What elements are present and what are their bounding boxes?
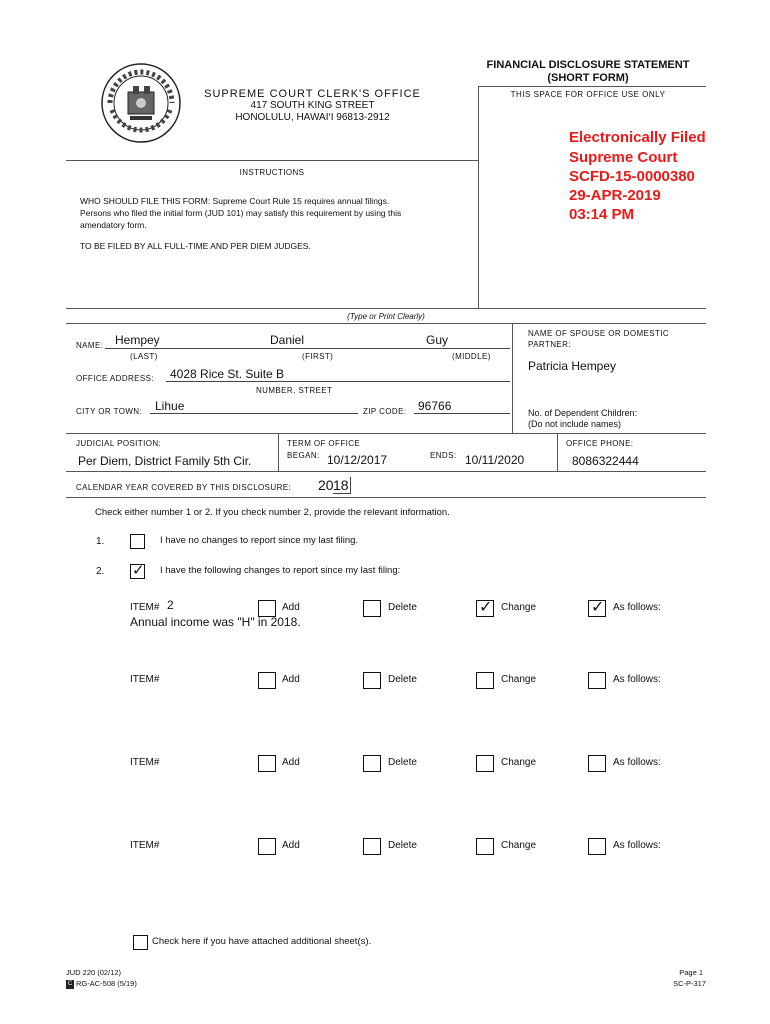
item-delete-label: Delete [388,757,417,768]
option-2-text: I have the following changes to report since my last filing: [160,565,401,576]
option-2-checkbox[interactable] [130,561,145,579]
item-delete-label: Delete [388,674,417,685]
judicial-value[interactable]: Per Diem, District Family 5th Cir. [78,454,252,468]
spouse-label-1: NAME OF SPOUSE OR DOMESTIC [528,329,670,338]
stamp-line-3: SCFD-15-0000380 [569,168,695,185]
ends-label: ENDS: [430,451,457,460]
item-add-checkbox[interactable] [258,672,276,689]
item-delete-checkbox[interactable] [363,600,381,617]
item-delete-checkbox[interactable] [363,838,381,855]
instructions-para-1: WHO SHOULD FILE THIS FORM: Supreme Court Rule 15 requires annual filings. [80,196,390,206]
item-delete-checkbox[interactable] [363,672,381,689]
item-delete-label: Delete [388,840,417,851]
item-as-follows-label: As follows: [613,602,661,613]
item-change-checkbox[interactable] [476,672,494,689]
check-mark-icon: ✓ [591,597,605,616]
instructions-para-3: amendatory form. [80,220,147,230]
stamp-line-4: 29-APR-2019 [569,187,661,204]
attached-sheets-text: Check here if you have attached additional sheet(s). [152,936,372,947]
calendar-year-prefix: 20 [318,477,334,493]
phone-label: OFFICE PHONE: [566,439,634,448]
first-label: (FIRST) [302,352,334,361]
name-label: NAME: [76,341,104,350]
stamp-line-2: Supreme Court [569,149,678,166]
item-number[interactable]: 2 [167,598,174,612]
item-change-checkbox[interactable] [476,838,494,855]
item-label: ITEM# [130,757,160,768]
item-change-checkbox[interactable] [476,597,494,617]
item-as-follows-label: As follows: [613,674,661,685]
form-title: FINANCIAL DISCLOSURE STATEMENT [486,59,690,71]
began-value[interactable]: 10/12/2017 [327,453,388,467]
children-label-1: No. of Dependent Children: [528,408,638,418]
type-print-note: (Type or Print Clearly) [347,312,425,321]
item-delete-label: Delete [388,602,417,613]
rg-code [66,979,137,989]
item-change-label: Change [501,602,537,613]
zip-value[interactable]: 96766 [418,399,452,413]
judicial-label: JUDICIAL POSITION: [76,439,162,448]
stamp-line-1: Electronically Filed [569,129,706,146]
item-change-label: Change [501,674,537,685]
item-add-label: Add [282,602,300,613]
calendar-year-value[interactable]: 18 [333,477,351,494]
option-1-checkbox[interactable] [130,534,145,549]
item-add-checkbox[interactable] [258,755,276,772]
check-instruction: Check either number 1 or 2. If you check number 2, provide the relevant information. [95,507,450,518]
item-as-follows-checkbox[interactable] [588,672,606,689]
office-street: 417 SOUTH KING STREET [250,100,375,111]
check-mark-icon: ✓ [132,561,145,579]
option-1-number: 1. [96,536,105,547]
zip-label: ZIP CODE: [363,407,407,416]
calendar-year-label: CALENDAR YEAR COVERED BY THIS DISCLOSURE: [76,483,292,492]
phone-value[interactable]: 8086322444 [572,454,639,468]
item-label: ITEM# [130,674,160,685]
item-as-follows-checkbox[interactable] [588,838,606,855]
attached-sheets-checkbox[interactable] [133,935,148,950]
began-label: BEGAN: [287,451,320,460]
instructions-heading: INSTRUCTIONS [239,168,305,177]
office-use-label: THIS SPACE FOR OFFICE USE ONLY [510,90,666,99]
ends-value[interactable]: 10/11/2020 [465,453,525,467]
page-number: Page 1 [679,968,703,977]
item-as-follows-label: As follows: [613,840,661,851]
item-add-label: Add [282,840,300,851]
item-change-label: Change [501,757,537,768]
form-id: JUD 220 (02/12) [66,968,122,977]
item-add-label: Add [282,674,300,685]
instructions-para-2: Persons who filed the initial form (JUD 101) may satisfy this requirement by using this [80,208,402,218]
office-address-label: OFFICE ADDRESS: [76,374,155,383]
option-1-text: I have no changes to report since my last filing. [160,535,359,546]
document-icon: C [67,980,73,987]
number-street-label: NUMBER, STREET [256,386,333,395]
name-first[interactable]: Daniel [270,333,305,347]
item-as-follows-checkbox[interactable] [588,755,606,772]
instructions-para-4: TO BE FILED BY ALL FULL-TIME AND PER DIEM JUDGES. [80,241,311,251]
children-label-2: (Do not include names) [528,419,622,429]
office-name: SUPREME COURT CLERK'S OFFICE [204,88,421,100]
spouse-label-2: PARTNER: [528,340,571,349]
item-as-follows-label: As follows: [613,757,661,768]
stamp-line-5: 03:14 PM [569,206,635,223]
city-label: CITY OR TOWN: [76,407,143,416]
name-middle[interactable]: Guy [426,333,449,347]
spouse-name[interactable]: Patricia Hempey [528,359,617,373]
item-as-follows-checkbox[interactable] [588,597,606,617]
check-mark-icon: ✓ [479,597,493,616]
item-label: ITEM# [130,840,160,851]
office-address-value[interactable]: 4028 Rice St. Suite B [170,367,285,381]
term-label: TERM OF OFFICE [287,439,361,448]
rg-code-text: RG-AC-508 (5/19) [76,979,137,988]
item-delete-checkbox[interactable] [363,755,381,772]
court-seal-icon [100,62,182,144]
office-city: HONOLULU, HAWAI‘I 96813-2912 [235,112,390,123]
last-label: (LAST) [130,352,158,361]
middle-label: (MIDDLE) [452,352,491,361]
form-subtitle: (SHORT FORM) [547,72,629,84]
option-2-number: 2. [96,566,105,577]
item-description[interactable]: Annual income was "H" in 2018. [130,615,301,629]
item-add-checkbox[interactable] [258,838,276,855]
item-change-label: Change [501,840,537,851]
city-value[interactable]: Lihue [155,399,185,413]
name-last[interactable]: Hempey [115,333,160,347]
page-code: SC-P-317 [673,979,706,988]
item-label: ITEM# [130,602,160,613]
item-change-checkbox[interactable] [476,755,494,772]
item-add-label: Add [282,757,300,768]
